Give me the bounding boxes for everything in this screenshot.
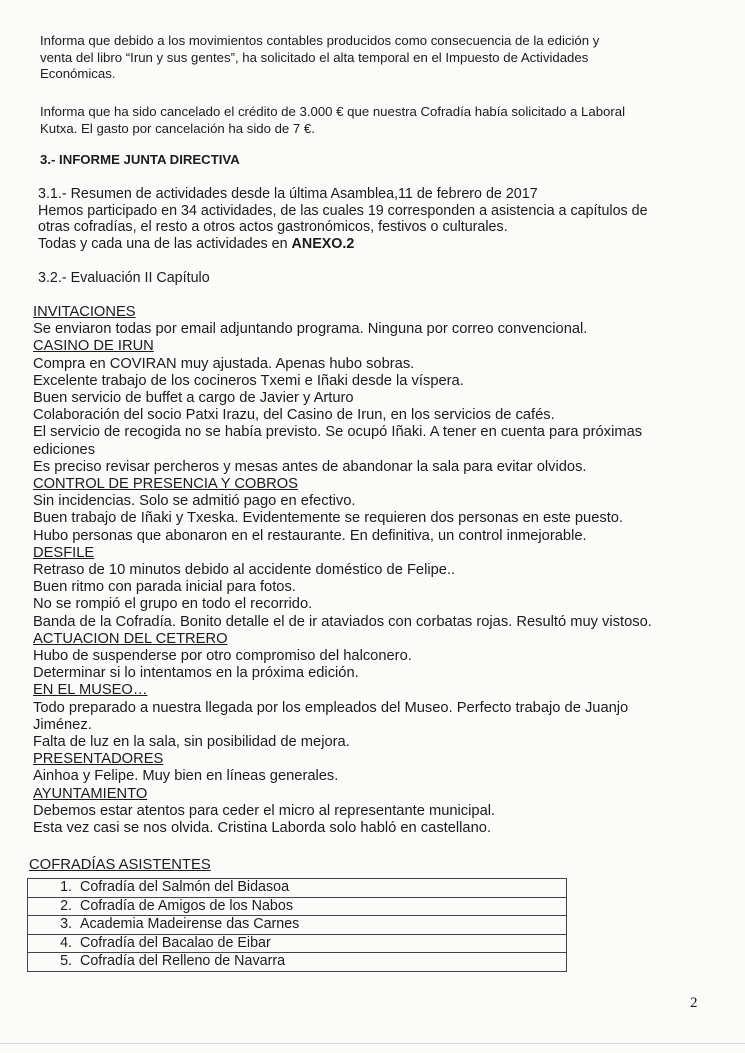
evaluation-text-line: Colaboración del socio Patxi Irazu, del Casino de Irun, en los servicios de cafés. xyxy=(33,407,555,424)
evaluation-block xyxy=(33,304,713,837)
evaluation-text-line: El servicio de recogida no se había previsto. Se ocupó Iñaki. A tener en cuenta para próximas xyxy=(33,424,643,441)
evaluation-text-line: Determinar si lo intentamos en la próxima edición. xyxy=(33,665,359,682)
anexo-reference: ANEXO.2 xyxy=(291,235,355,252)
evaluation-text-line: Esta vez casi se nos olvida. Cristina Laborda solo habló en castellano. xyxy=(33,820,492,837)
evaluation-text-line: Excelente trabajo de los cocineros Txemi e Iñaki desde la víspera. xyxy=(33,372,464,389)
cofradia-name: Cofradía de Amigos de los Nabos xyxy=(80,897,293,914)
table-cell xyxy=(28,897,567,916)
section-3-1-line-2: Hemos participado en 34 actividades, de las cuales 19 corresponden a asistencia a capítulos de xyxy=(38,202,648,219)
table-row xyxy=(28,897,567,916)
evaluation-text-line: Buen servicio de buffet a cargo de Javier y Arturo xyxy=(33,390,354,407)
evaluation-text-line: No se rompió el grupo en todo el recorrido. xyxy=(33,596,313,613)
evaluation-text-line: ediciones xyxy=(33,441,96,458)
evaluation-text-line: Buen trabajo de Iñaki y Txeska. Evidentemente se requieren dos personas en este puesto. xyxy=(33,510,624,527)
cofradia-name: Cofradía del Salmón del Bidasoa xyxy=(80,879,290,896)
cofradia-name: Cofradía del Relleno de Navarra xyxy=(80,953,286,970)
section-3-1-line-3: otras cofradías, el resto a otros actos gastronómicos, festivos o culturales. xyxy=(38,219,508,236)
evaluation-text-line: Sin incidencias. Solo se admitió pago en efectivo. xyxy=(33,493,356,510)
intro-p1-line-1: Informa que debido a los movimientos contables producidos como consecuencia de la edición y xyxy=(40,33,600,48)
evaluation-heading: AYUNTAMIENTO xyxy=(33,785,148,802)
evaluation-text-line: Compra en COVIRAN muy ajustada. Apenas hubo sobras. xyxy=(33,355,415,372)
evaluation-text-line: Retraso de 10 minutos debido al accidente doméstico de Felipe.. xyxy=(33,562,456,579)
row-number: 4. xyxy=(60,934,72,951)
table-row xyxy=(28,934,567,953)
section-3-heading: 3.- INFORME JUNTA DIRECTIVA xyxy=(40,152,240,167)
row-number: 3. xyxy=(60,916,72,933)
evaluation-heading: CONTROL DE PRESENCIA Y COBROS xyxy=(33,476,298,493)
evaluation-text-line: Todo preparado a nuestra llegada por los empleados del Museo. Perfecto trabajo de Juanjo xyxy=(33,699,629,716)
evaluation-text-line: Falta de luz en la sala, sin posibilidad de mejora. xyxy=(33,734,350,751)
table-cell xyxy=(28,879,567,898)
evaluation-heading: EN EL MUSEO… xyxy=(33,682,148,699)
row-number: 1. xyxy=(60,879,72,896)
cofradia-name: Cofradía del Bacalao de Eibar xyxy=(80,934,271,951)
evaluation-text-line: Es preciso revisar percheros y mesas antes de abandonar la sala para evitar olvidos. xyxy=(33,458,587,475)
table-cell xyxy=(28,916,567,935)
cofradias-table xyxy=(27,878,567,972)
cofradia-name: Academia Madeirense das Carnes xyxy=(80,916,300,933)
section-3-1-line-4 xyxy=(38,236,354,253)
evaluation-text-line: Hubo de suspenderse por otro compromiso del halconero. xyxy=(33,648,412,665)
table-row xyxy=(28,916,567,935)
evaluation-heading: INVITACIONES xyxy=(33,304,136,320)
intro-p1-line-2: venta del libro “Irun y sus gentes”, ha solicitado el alta temporal en el Impuesto de Actividades xyxy=(40,49,589,65)
table-cell xyxy=(28,934,567,953)
intro-p2-line-1: Informa que ha sido cancelado el crédito de 3.000 € que nuestra Cofradía había solicitado a Laboral xyxy=(40,104,626,119)
table-cell xyxy=(28,953,567,972)
row-number: 2. xyxy=(60,897,72,914)
evaluation-heading: DESFILE xyxy=(33,544,95,561)
evaluation-heading: CASINO DE IRUN xyxy=(33,338,154,355)
table-row xyxy=(28,953,567,972)
evaluation-text-line: Se enviaron todas por email adjuntando programa. Ninguna por correo convencional. xyxy=(33,321,588,338)
intro-p2-line-2: Kutxa. El gasto por cancelación ha sido de 7 €. xyxy=(40,120,315,136)
evaluation-heading: ACTUACION DEL CETRERO xyxy=(33,630,228,647)
section-3-1-line-4-text: Todas y cada una de las actividades en xyxy=(38,235,292,252)
row-number: 5. xyxy=(60,953,72,970)
cofradias-heading: COFRADÍAS ASISTENTES xyxy=(29,857,211,873)
section-3-2-heading: 3.2.- Evaluación II Capítulo xyxy=(38,270,210,286)
evaluation-text-line: Jiménez. xyxy=(33,716,92,733)
evaluation-text-line: Ainhoa y Felipe. Muy bien en líneas generales. xyxy=(33,768,339,785)
evaluation-text-line: Debemos estar atentos para ceder el micro al representante municipal. xyxy=(33,802,496,819)
evaluation-text-line: Buen ritmo con parada inicial para fotos. xyxy=(33,579,296,596)
table-row xyxy=(28,879,567,898)
section-3-1-line-1: 3.1.- Resumen de actividades desde la última Asamblea,11 de febrero de 2017 xyxy=(38,186,538,202)
evaluation-text-line: Hubo personas que abonaron en el restaurante. En definitiva, un control inmejorable. xyxy=(33,527,587,544)
page-number: 2 xyxy=(690,995,698,1011)
page-edge-line xyxy=(0,1043,745,1044)
evaluation-heading: PRESENTADORES xyxy=(33,751,164,768)
intro-p1-line-3: Económicas. xyxy=(40,66,116,81)
evaluation-text-line: Banda de la Cofradía. Bonito detalle el de ir ataviados con corbatas rojas. Resultó muy vistoso. xyxy=(33,613,652,630)
